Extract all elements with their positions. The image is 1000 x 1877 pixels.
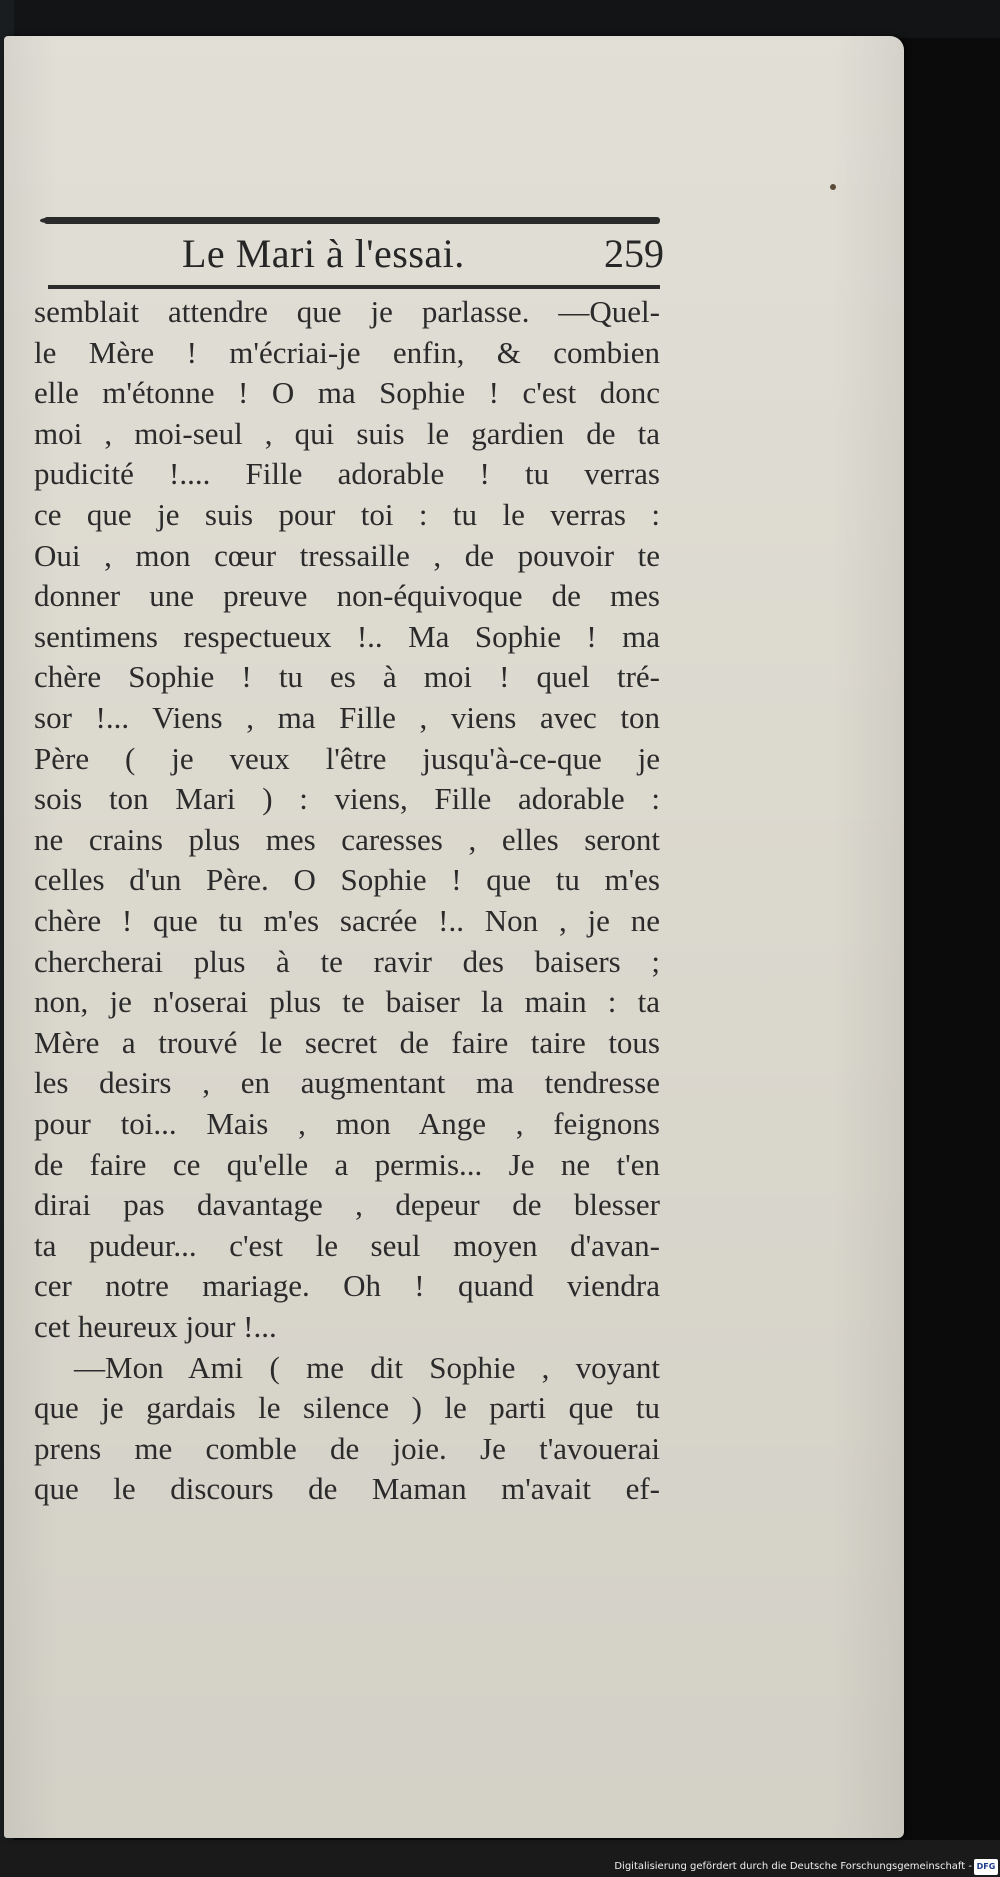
text-line: —Mon Ami ( me dit Sophie , voyant: [74, 1349, 660, 1385]
text-line: pudicité !.... Fille adorable ! tu verras: [34, 456, 660, 492]
text-line: cet heureux jour !...: [34, 1309, 277, 1344]
text-line: sentimens respectueux !.. Ma Sophie ! ma: [34, 618, 660, 654]
text-line: de faire ce qu'elle a permis... Je ne t'en: [34, 1146, 660, 1182]
header-rule-top: [44, 217, 660, 224]
text-line: non, je n'oserai plus te baiser la main : ta: [34, 984, 660, 1020]
text-line: dirai pas davantage , depeur de blesser: [34, 1187, 660, 1223]
text-line: ta pudeur... c'est le seul moyen d'avan-: [34, 1227, 660, 1263]
text-line: sor !... Viens , ma Fille , viens avec ton: [34, 700, 660, 735]
digitization-credit: Digitalisierung gefördert durch die Deutsche Forschungsgemeinschaft -: [614, 1861, 972, 1872]
text-line: sois ton Mari ) : viens, Fille adorable :: [34, 781, 660, 817]
dfg-logo: DFG: [974, 1859, 998, 1875]
text-line: chercherai plus à te ravir des baisers ;: [34, 943, 660, 979]
text-line: que je gardais le silence ) le parti que tu: [34, 1390, 660, 1426]
header-rule-bottom: [48, 285, 660, 289]
text-line: Oui , mon cœur tressaille , de pouvoir te: [34, 537, 660, 573]
page-number: 259: [604, 231, 664, 276]
text-line: pour toi... Mais , mon Ange , feignons: [34, 1106, 660, 1141]
text-line: le Mère ! m'écriai-je enfin, & combien: [34, 334, 660, 370]
text-line: elle m'étonne ! O ma Sophie ! c'est donc: [34, 375, 660, 411]
running-title: Le Mari à l'essai.: [182, 231, 465, 276]
book-page: [4, 36, 904, 1838]
text-line: ne crains plus mes caresses , elles seront: [34, 821, 660, 857]
text-line: prens me comble de joie. Je t'avouerai: [34, 1430, 660, 1466]
text-line: chère ! que tu m'es sacrée !.. Non , je ne: [34, 903, 660, 938]
text-line: ce que je suis pour toi : tu le verras :: [34, 497, 660, 532]
scan-backdrop-top: [0, 0, 1000, 38]
text-line: les desirs , en augmentant ma tendresse: [34, 1065, 660, 1101]
text-line: chère Sophie ! tu es à moi ! quel tré-: [34, 659, 660, 695]
text-line: cer notre mariage. Oh ! quand viendra: [34, 1268, 660, 1304]
paper-speck: [830, 184, 836, 190]
text-line: que le discours de Maman m'avait ef-: [34, 1471, 660, 1507]
text-line: Mère a trouvé le secret de faire taire tous: [34, 1024, 660, 1060]
text-line: donner une preuve non-équivoque de mes: [34, 578, 660, 614]
text-line: semblait attendre que je parlasse. —Quel-: [34, 294, 660, 329]
text-line: celles d'un Père. O Sophie ! que tu m'es: [34, 862, 660, 898]
text-line: moi , moi-seul , qui suis le gardien de ta: [34, 415, 660, 451]
text-line: Père ( je veux l'être jusqu'à-ce-que je: [34, 740, 660, 776]
